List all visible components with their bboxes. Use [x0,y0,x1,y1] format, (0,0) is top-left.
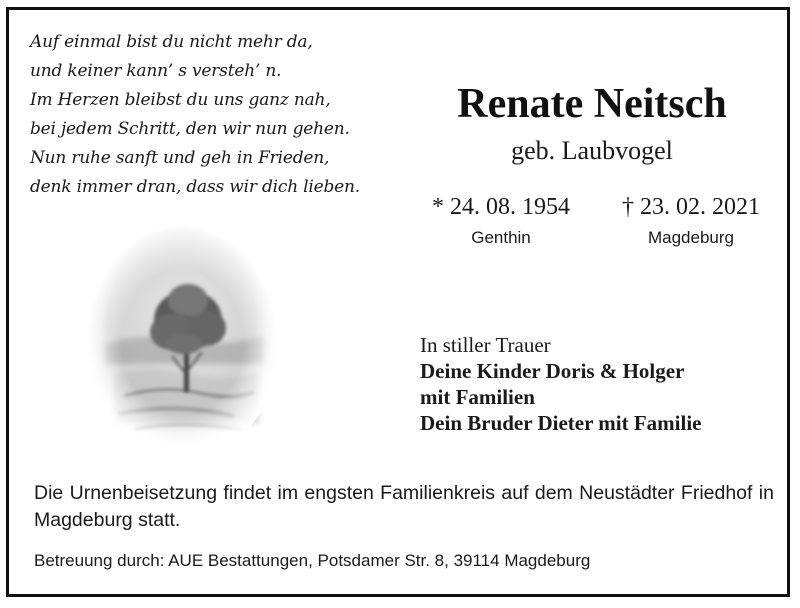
maiden-name: geb. Laubvogel [511,136,673,165]
mourner-line: Dein Bruder Dieter mit Familie [420,411,702,435]
birth-info [406,192,596,250]
poem-line: Auf einmal bist du nicht mehr da, [30,32,313,52]
mourner-line: Deine Kinder Doris & Holger [420,359,685,383]
burial-notice: Die Urnenbeisetzung findet im engsten Familienkreis auf dem Neustädter Friedhof in Magdeburg statt. [34,482,774,531]
mourners-block [420,332,790,436]
funeral-home-credit: Betreuung durch: AUE Bestattungen, Potsdamer Str. 8, 39114 Magdeburg [34,551,591,570]
birth-place: Genthin [471,228,531,247]
poem-line: denk immer dran, dass wir dich lieben. [30,177,360,197]
deceased-name: Renate Neitsch [457,81,727,127]
poem-line: Im Herzen bleibst du uns ganz nah, [30,90,331,110]
death-info [596,192,786,250]
death-place: Magdeburg [647,228,734,247]
mourning-intro: In stiller Trauer [420,333,551,357]
mourner-line: mit Familien [420,385,535,409]
death-date: † 23. 02. 2021 [622,194,760,220]
poem-line: bei jedem Schritt, den wir nun gehen. [30,119,350,139]
poem-line: Nun ruhe sanft und geh in Frieden, [30,148,330,168]
tree-landscape-icon [84,224,280,460]
poem-line: und keiner kann’ s versteh’ n. [30,61,282,81]
poem [30,28,390,202]
birth-date: * 24. 08. 1954 [432,194,570,220]
